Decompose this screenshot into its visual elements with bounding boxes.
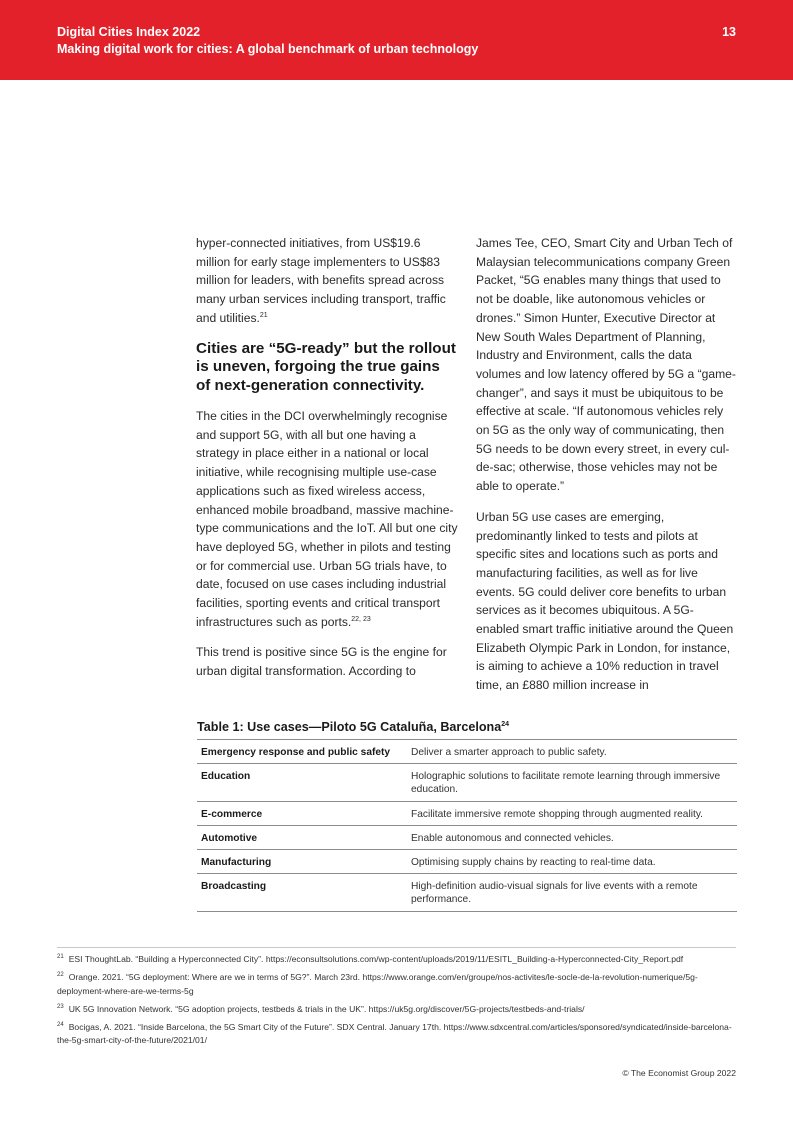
footnotes (57, 950, 736, 1049)
use-cases-table (197, 739, 737, 912)
footnote-divider (57, 947, 736, 948)
footnote-number: 24 (57, 1021, 64, 1028)
footnote (57, 950, 736, 966)
table-cell-description: Optimising supply chains by reacting to real-time data. (407, 850, 737, 874)
footnote-text: UK 5G Innovation Network. “5G adoption projects, testbeds & trials in the UK”. https://uk5g.org/discover/5G-projects/testbeds-and-trials/ (68, 1003, 585, 1014)
table-row (197, 850, 737, 874)
footnote-number: 21 (57, 954, 64, 960)
footnote-number: 23 (57, 1003, 64, 1010)
footnote-text: ESI ThoughtLab. “Building a Hyperconnected City”. https://econsultsolutions.com/wp-content/uploads/2019/11/ESITL_Building-a-Hyperconnected-City_Report.pdf (68, 953, 684, 964)
paragraph: This trend is positive since 5G is the engine for urban digital transformation. According to (196, 645, 447, 679)
table-cell-description: Holographic solutions to facilitate remote learning through immersive education. (407, 764, 737, 801)
footnote-text: Orange. 2021. “5G deployment: Where are we in terms of 5G?”. March 23rd. https://www.orange.com/en/groupe/nos-activites/le-socle-de-la-revolution-numerique/5g-deployment-where-are-we-terms-5g (57, 971, 698, 996)
paragraph-text: The cities in the DCI overwhelmingly recognise and support 5G, with all but one having a strategy in place either in a national or local initiative, while recognising multiple use-case applications such as fixed wireless access, enhanced mobile broadband, massive machine-type communications and the IoT. All but one city have deployed 5G, whether in pilots and testing or for commercial use. Urban 5G trials have, to date, focused on use cases including industrial facilities, sporting events and critical transport infrastructures such as ports. (196, 409, 458, 629)
footnote-ref: 21 (259, 311, 268, 319)
table-row (197, 874, 737, 911)
table-cell-category: Manufacturing (197, 850, 407, 874)
table-title-text: Table 1: Use cases—Piloto 5G Cataluña, Barcelona (197, 720, 502, 734)
table-cell-category: Education (197, 764, 407, 801)
table-row (197, 740, 737, 764)
table-cell-category: E-commerce (197, 801, 407, 825)
table-row (197, 825, 737, 849)
page-number: 13 (722, 25, 736, 39)
paragraph: Urban 5G use cases are emerging, predominantly linked to tests and pilots at specific sites and locations such as ports and manufacturing facilities, as well as for live events. 5G could deliver core benefits to urban services as it becomes ubiquitous. A 5G- enabled smart traffic initiative around the Queen Elizabeth Olympic Park in London, for instance, is aiming to achieve a 10% reduction in travel time, an £880 million increase in (476, 509, 734, 693)
copyright: © The Economist Group 2022 (622, 1068, 736, 1078)
table-row (197, 764, 737, 801)
section-heading: Cities are “5G-ready” but the rollout is uneven, forgoing the true gains of next-generation connectivity. (196, 339, 456, 394)
footnote-number: 22 (57, 971, 64, 978)
table-cell-description: High-definition audio-visual signals for live events with a remote performance. (407, 874, 737, 911)
footnote-text: Bocigas, A. 2021. “Inside Barcelona, the 5G Smart City of the Future”. SDX Central. January 17th. https://www.sdxcentral.com/articles/sponsored/syndicated/inside-barcelona-the-5g-smart-city-of-the-future/2021/01/ (57, 1021, 732, 1046)
footnote (57, 1018, 736, 1048)
paragraph: James Tee, CEO, Smart City and Urban Tech of Malaysian telecommunications company Green Packet, “5G enables many things that used to not be doable, like autonomous vehicles or drones.” Simon Hunter, Executive Director at New South Wales Department of Planning, Industry and Environment, calls the data volumes and low latency offered by 5G a “game-changer”, and says it must be ubiquitous to be effective at scale. “If autonomous vehicles rely on 5G as the only way of communicating, then 5G needs to be down every street, in every cul-de-sac; otherwise, those vehicles may not be able to operate.” (476, 236, 736, 494)
table-cell-category: Emergency response and public safety (197, 740, 407, 764)
footnote-ref: 24 (501, 720, 510, 728)
table-cell-description: Deliver a smarter approach to public safety. (407, 740, 737, 764)
left-column (196, 234, 458, 693)
use-cases-table-section (197, 720, 737, 912)
paragraph (196, 407, 458, 631)
footnote-ref: 22, 23 (351, 615, 371, 623)
table-cell-category: Broadcasting (197, 874, 407, 911)
table-row (197, 801, 737, 825)
footnote (57, 968, 736, 998)
paragraph-text: hyper-connected initiatives, from US$19.6 million for early stage implementers to US$83 million for leaders, with benefits spread across many urban services including transport, traffic and utilities. (196, 236, 446, 325)
footnote (57, 1000, 736, 1016)
report-title: Digital Cities Index 2022 (57, 25, 201, 39)
table-title (197, 720, 737, 734)
paragraph (196, 234, 458, 328)
right-column (476, 234, 738, 707)
report-subtitle: Making digital work for cities: A global benchmark of urban technology (57, 42, 479, 56)
page-header (0, 0, 793, 80)
table-cell-description: Facilitate immersive remote shopping through augmented reality. (407, 801, 737, 825)
table-cell-description: Enable autonomous and connected vehicles. (407, 825, 737, 849)
table-cell-category: Automotive (197, 825, 407, 849)
